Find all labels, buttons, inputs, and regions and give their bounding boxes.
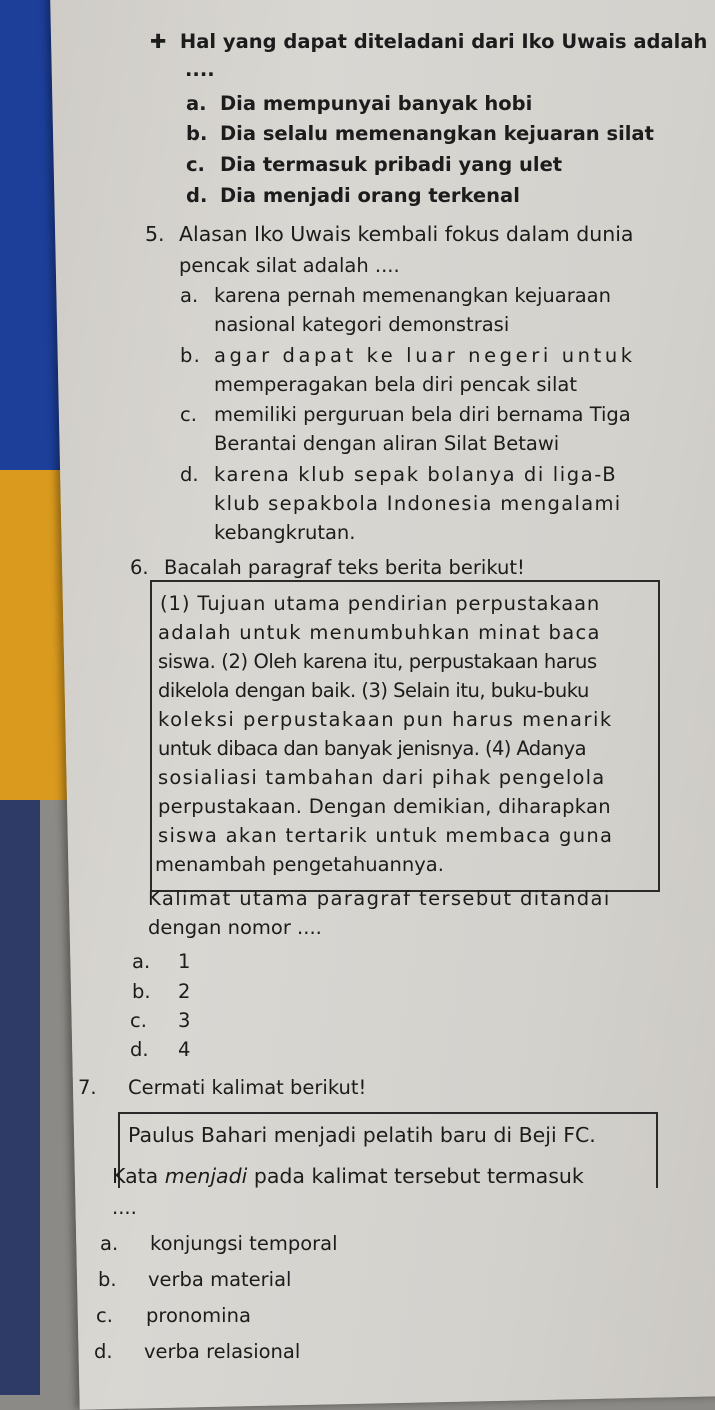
q4-option-c: c. Dia termasuk pribadi yang ulet [186, 153, 563, 176]
q5-stem-line1: 5. Alasan Iko Uwais kembali fokus dalam dunia [145, 222, 634, 246]
q5-stem-line2: pencak silat adalah .... [179, 254, 400, 277]
q7-option-a: a. konjungsi temporal [100, 1232, 338, 1255]
q6-option-a: a. 1 [132, 950, 191, 973]
q5-option-b-cont: memperagakan bela diri pencak silat [214, 373, 577, 396]
q6-option-d: d. 4 [130, 1038, 191, 1061]
q7-option-b: b. verba material [98, 1268, 292, 1291]
paragraph-line-9: siswa akan tertarik untuk membaca guna [158, 824, 614, 847]
q7-question-line1: Kata menjadi pada kalimat tersebut termasuk [112, 1164, 584, 1188]
paragraph-line-1: (1) Tujuan utama pendirian perpustakaan [160, 592, 601, 615]
q4-stem-line1: ✚ Hal yang dapat diteladani dari Iko Uwais adalah [150, 30, 708, 53]
q5-option-b: b. agar dapat ke luar negeri untuk [180, 344, 636, 367]
paragraph-line-2: adalah untuk menumbuhkan minat baca [158, 621, 601, 644]
paragraph-line-6: untuk dibaca dan banyak jenisnya. (4) Adanya [158, 737, 586, 760]
q4-option-d: d. Dia menjadi orang terkenal [186, 184, 520, 207]
q5-option-a: a. karena pernah memenangkan kejuaraan [180, 284, 611, 307]
q7-question-line2: .... [112, 1196, 137, 1219]
q4-option-a: a. Dia mempunyai banyak hobi [186, 92, 533, 115]
q4-stem-line2: .... [185, 58, 215, 81]
q5-option-c: c. memiliki perguruan bela diri bernama Tiga [180, 403, 631, 426]
q7-option-c: c. pronomina [96, 1304, 251, 1327]
q5-option-c-cont: Berantai dengan aliran Silat Betawi [214, 432, 560, 455]
q6-question-line1: Kalimat utama paragraf tersebut ditandai [148, 887, 611, 910]
q5-option-d: d. karena klub sepak bolanya di liga-B [180, 463, 618, 486]
paragraph-line-10: menambah pengetahuannya. [155, 853, 444, 876]
example-sentence: Paulus Bahari menjadi pelatih baru di Beji FC. [128, 1123, 596, 1147]
q7-stem: 7. Cermati kalimat berikut! [78, 1076, 367, 1099]
paragraph-line-5: koleksi perpustakaan pun harus menarik [158, 708, 613, 731]
q6-option-b: b. 2 [132, 980, 191, 1003]
paragraph-line-7: sosialiasi tambahan dari pihak pengelola [158, 766, 606, 789]
q5-option-d-cont2: kebangkrutan. [214, 521, 356, 544]
q4-option-b: b. Dia selalu memenangkan kejuaran silat [186, 122, 654, 145]
q6-option-c: c. 3 [130, 1009, 191, 1032]
paragraph-line-4: dikelola dengan baik. (3) Selain itu, buku-buku [158, 679, 589, 702]
q6-question-line2: dengan nomor .... [148, 916, 322, 939]
q5-option-d-cont: klub sepakbola Indonesia mengalami [214, 492, 622, 515]
paragraph-line-3: siswa. (2) Oleh karena itu, perpustakaan harus [158, 650, 597, 673]
q5-option-a-cont: nasional kategori demonstrasi [214, 313, 510, 336]
q6-stem: 6. Bacalah paragraf teks berita berikut! [130, 556, 525, 579]
q4-bullet: ✚ [150, 30, 180, 53]
q7-option-d: d. verba relasional [94, 1340, 301, 1363]
paragraph-line-8: perpustakaan. Dengan demikian, diharapkan [158, 795, 611, 818]
